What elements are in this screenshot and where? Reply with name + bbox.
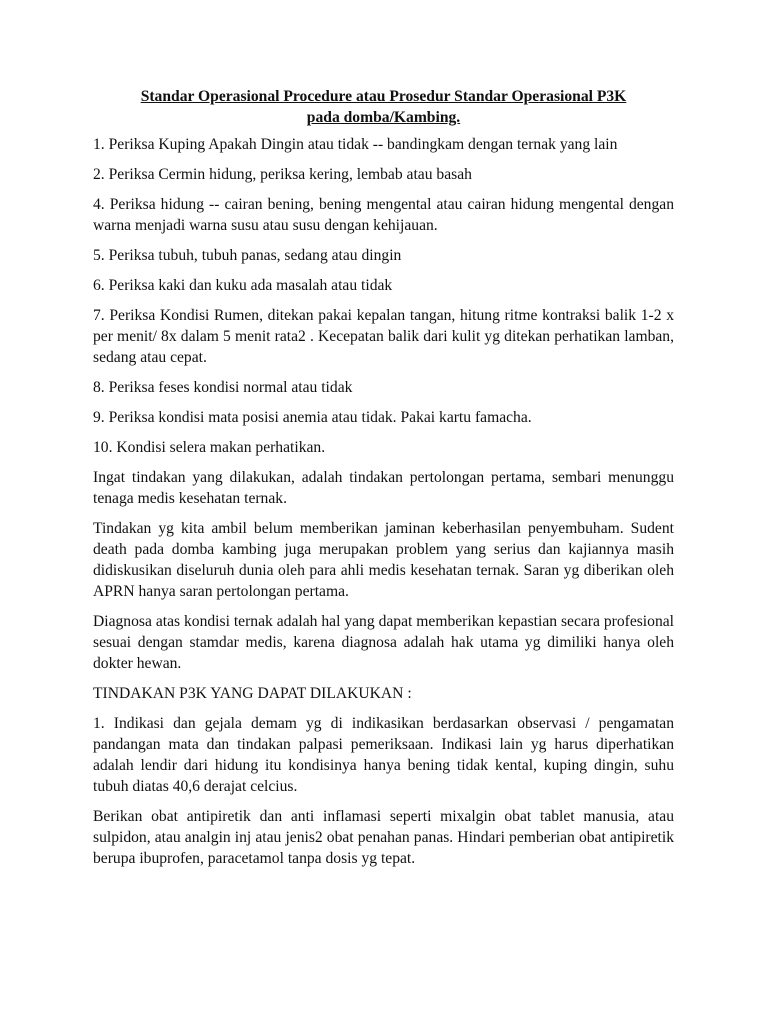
checklist-item-2: 2. Periksa Cermin hidung, periksa kering, lembab atau basah: [93, 166, 472, 183]
section-para-1: 1. Indikasi dan gejala demam yg di indikasikan berdasarkan observasi / pengamatan pandangan mata dan tindakan palpasi pemeriksaan. Indikasi lain yg harus diperhatikan adalah lendir dari hidung itu kondisinya hanya bening tidak kental, kuping dingin, suhu tubuh diatas 40,6 derajat celcius.: [93, 715, 674, 795]
section-para-2: Berikan obat antipiretik dan anti inflamasi seperti mixalgin obat tablet manusia, atau sulpidon, atau analgin inj atau jenis2 obat penahan panas. Hindari pemberian obat antipiretik berupa ibuprofen, paracetamol tanpa dosis yg tepat.: [93, 808, 674, 867]
checklist-item-8: 8. Periksa feses kondisi normal atau tidak: [93, 379, 353, 396]
checklist-item-5: 5. Periksa tubuh, tubuh panas, sedang atau dingin: [93, 247, 402, 264]
checklist-item-7: 7. Periksa Kondisi Rumen, ditekan pakai kepalan tangan, hitung ritme kontraksi balik 1-2 x per menit/ 8x dalam 5 menit rata2 . Kecepatan balik dari kulit yg ditekan perhatikan lamban, sedang atau cepat.: [93, 307, 674, 366]
note-no-guarantee: Tindakan yg kita ambil belum memberikan jaminan keberhasilan penyembuham. Sudent death pada domba kambing juga merupakan problem yang serius dan kajiannya masih didiskusikan diseluruh dunia oleh para ahli medis kesehatan ternak. Saran yg diberikan oleh APRN hanya saran pertolongan pertama.: [93, 520, 674, 600]
checklist-item-1: 1. Periksa Kuping Apakah Dingin atau tidak -- bandingkam dengan ternak yang lain: [93, 136, 618, 153]
checklist-item-4: 4. Periksa hidung -- cairan bening, bening mengental atau cairan hidung mengental dengan warna menjadi warna susu atau susu dengan kehijauan.: [93, 196, 674, 234]
checklist-item-10: 10. Kondisi selera makan perhatikan.: [93, 439, 326, 456]
document-page: [93, 86, 674, 878]
note-diagnosis: Diagnosa atas kondisi ternak adalah hal yang dapat memberikan kepastian secara profesional sesuai dengan stamdar medis, karena diagnosa adalah hak utama yg dimiliki hanya oleh dokter hewan.: [93, 613, 674, 672]
title-line-2: pada domba/Kambing.: [306, 109, 461, 126]
section-heading: TINDAKAN P3K YANG DAPAT DILAKUKAN :: [93, 685, 412, 702]
document-title: [93, 86, 674, 128]
checklist-item-6: 6. Periksa kaki dan kuku ada masalah atau tidak: [93, 277, 393, 294]
title-line-1: Standar Operasional Procedure atau Prosedur Standar Operasional P3K: [140, 88, 627, 105]
checklist-item-9: 9. Periksa kondisi mata posisi anemia atau tidak. Pakai kartu famacha.: [93, 409, 532, 426]
note-first-aid: Ingat tindakan yang dilakukan, adalah tindakan pertolongan pertama, sembari menunggu tenaga medis kesehatan ternak.: [93, 469, 674, 507]
